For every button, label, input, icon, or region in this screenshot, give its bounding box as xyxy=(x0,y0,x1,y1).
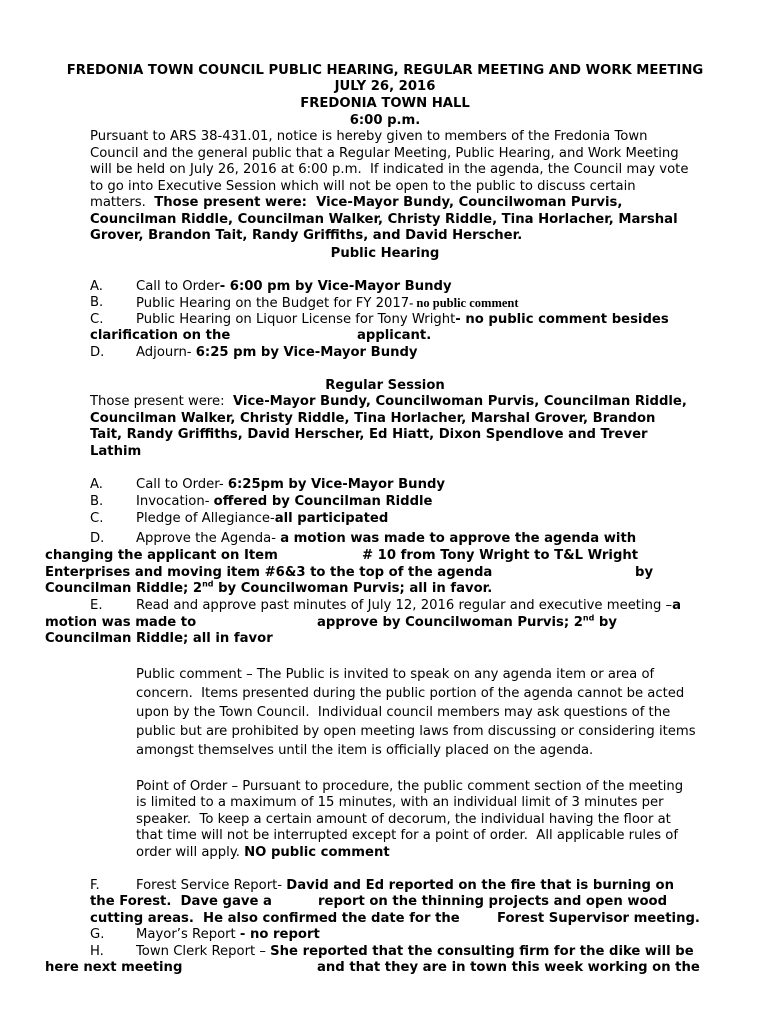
report-item-letter: H. xyxy=(90,944,104,959)
public-comment-line: amongst themselves until the item is officially placed on the agenda. xyxy=(136,743,594,758)
hearing-item: Public Hearing on the Budget for FY 2017- no public comment xyxy=(136,296,519,311)
notice-line: Councilman Riddle, Councilman Walker, Christy Riddle, Tina Horlacher, Marshal xyxy=(90,212,678,227)
hearing-item-letter: C. xyxy=(90,312,104,327)
present-line: Those present were: Vice-Mayor Bundy, Councilwoman Purvis, Councilman Riddle, xyxy=(90,394,687,409)
point-of-order-line: is limited to a maximum of 15 minutes, with an individual limit of 3 minutes per xyxy=(136,795,664,810)
session-item-cont: Enterprises and moving item #6&3 to the top of the agenda xyxy=(45,565,493,580)
session-item-letter: A. xyxy=(90,477,103,492)
session-item-letter: B. xyxy=(90,494,104,509)
public-comment-line: public but are prohibited by open meeting laws from discussing or considering items xyxy=(136,724,696,739)
notice-line: Grover, Brandon Tait, Randy Griffiths, and David Herscher. xyxy=(90,228,523,243)
regular-session-heading: Regular Session xyxy=(325,378,445,393)
public-comment-line: concern. Items presented during the public portion of the agenda cannot be acted xyxy=(136,686,685,701)
report-item-cont: here next meeting xyxy=(45,960,183,975)
session-item: Call to Order- 6:25pm by Vice-Mayor Bundy xyxy=(136,477,445,492)
present-line: Councilman Walker, Christy Riddle, Tina Horlacher, Marshal Grover, Brandon xyxy=(90,411,656,426)
notice-line: matters. Those present were: Vice-Mayor Bundy, Councilwoman Purvis, xyxy=(90,195,623,210)
notice-line: to go into Executive Session which will not be open to the public to discuss certain xyxy=(90,179,636,194)
session-item-cont: # 10 from Tony Wright to T&L Wright xyxy=(362,548,639,563)
session-item-cont: Councilman Riddle; all in favor xyxy=(45,631,273,646)
session-item-cont: motion was made to xyxy=(45,615,197,630)
report-item-cont: the Forest. Dave gave a xyxy=(90,894,272,909)
hearing-item: Adjourn- 6:25 pm by Vice-Mayor Bundy xyxy=(136,345,418,360)
report-item-cont: report on the thinning projects and open wood xyxy=(318,894,668,909)
hearing-item-cont: clarification on the xyxy=(90,328,231,343)
point-of-order-line: that time will not be interrupted except for a point of order. All applicable rules of xyxy=(136,828,678,843)
session-item-cont: approve by Councilwoman Purvis; 2nd by xyxy=(317,613,617,630)
notice-line: Pursuant to ARS 38-431.01, notice is hereby given to members of the Fredonia Town xyxy=(90,129,648,144)
present-line: Tait, Randy Griffiths, David Herscher, Ed Hiatt, Dixon Spendlove and Trever xyxy=(90,427,648,442)
session-item: Invocation- offered by Councilman Riddle xyxy=(136,494,433,509)
report-item-cont: Forest Supervisor meeting. xyxy=(497,911,700,926)
hearing-item: Public Hearing on Liquor License for Tony Wright- no public comment besides xyxy=(136,312,669,327)
report-item-cont: cutting areas. He also confirmed the date for the xyxy=(90,911,460,926)
hearing-item-letter: D. xyxy=(90,345,105,360)
hearing-item-letter: B. xyxy=(90,295,104,310)
session-item-cont: by xyxy=(635,565,654,580)
public-comment-line: Public comment – The Public is invited to speak on any agenda item or area of xyxy=(136,667,655,682)
point-of-order-line: speaker. To keep a certain amount of decorum, the individual having the floor at xyxy=(136,812,671,827)
session-item: Approve the Agenda- a motion was made to approve the agenda with xyxy=(136,531,637,546)
session-item-cont: Councilman Riddle; 2nd by Councilwoman Purvis; all in favor. xyxy=(45,579,493,596)
report-item-letter: G. xyxy=(90,927,105,942)
report-item-letter: F. xyxy=(90,878,100,893)
session-item-letter: D. xyxy=(90,531,105,546)
mayors-report: Mayor’s Report - no report xyxy=(136,927,320,942)
session-item-letter: E. xyxy=(90,598,103,613)
point-of-order-line: order will apply. NO public comment xyxy=(136,845,390,860)
notice-line: Council and the general public that a Regular Meeting, Public Hearing, and Work Meeting xyxy=(90,146,679,161)
hearing-item-cont: applicant. xyxy=(357,328,432,343)
meeting-date: JULY 26, 2016 xyxy=(334,79,436,94)
town-clerk-report: Town Clerk Report – She reported that the consulting firm for the dike will be xyxy=(136,944,694,959)
session-item: Pledge of Allegiance-all participated xyxy=(136,511,389,526)
present-line: Lathim xyxy=(90,444,142,459)
notice-line: will be held on July 26, 2016 at 6:00 p.m. If indicated in the agenda, the Council may vote xyxy=(90,162,689,177)
session-item-cont: changing the applicant on Item xyxy=(45,548,278,563)
forest-service-report: Forest Service Report- David and Ed reported on the fire that is burning on xyxy=(136,878,674,893)
document-title: FREDONIA TOWN COUNCIL PUBLIC HEARING, REGULAR MEETING AND WORK MEETING xyxy=(66,63,704,78)
meeting-time: 6:00 p.m. xyxy=(349,113,421,128)
hearing-item: Call to Order- 6:00 pm by Vice-Mayor Bundy xyxy=(136,279,452,294)
point-of-order-line: Point of Order – Pursuant to procedure, the public comment section of the meeting xyxy=(136,779,684,794)
session-item-letter: C. xyxy=(90,511,104,526)
public-comment-line: upon by the Town Council. Individual council members may ask questions of the xyxy=(136,705,671,720)
report-item-cont: and that they are in town this week working on the xyxy=(317,960,700,975)
hearing-item-letter: A. xyxy=(90,279,103,294)
session-item: Read and approve past minutes of July 12, 2016 regular and executive meeting –a xyxy=(136,598,682,613)
public-hearing-heading: Public Hearing xyxy=(330,246,440,261)
meeting-location: FREDONIA TOWN HALL xyxy=(300,96,470,111)
